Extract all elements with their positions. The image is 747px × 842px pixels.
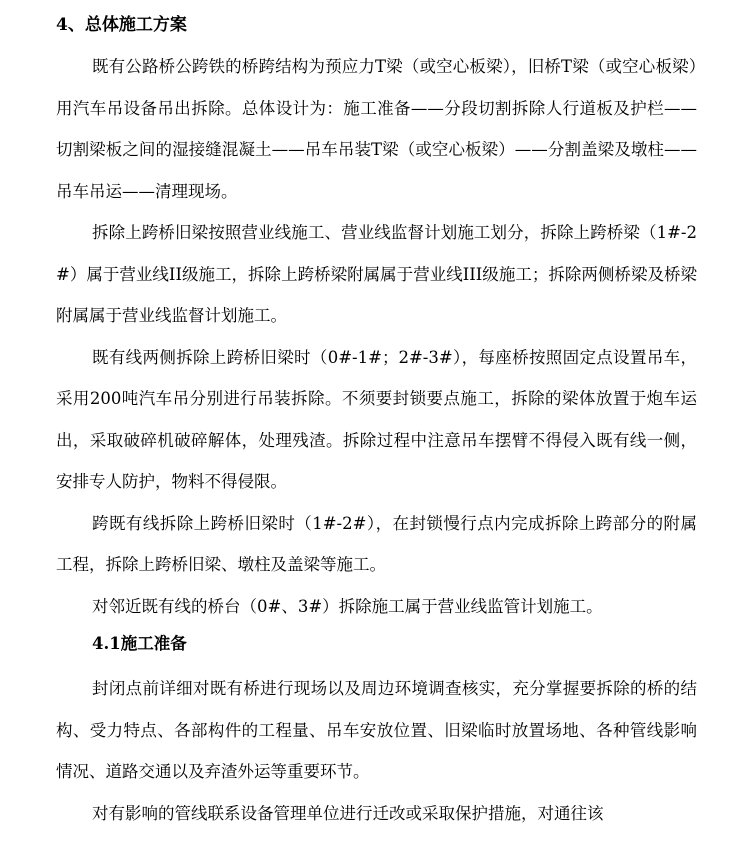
section-heading: 4、总体施工方案 xyxy=(56,15,187,35)
section-paragraph-1: 既有公路桥公跨铁的桥跨结构为预应力T梁（或空心板梁），旧桥T梁（或空心板梁）用汽车吊设备吊出拆除。总体设计为：施工准备——分段切割拆除人行道板及护栏——切割梁板之间的湿接缝混凝土——吊车吊装T梁（或空心板梁）——分割盖梁及墩柱——吊车吊运——清理现场。 xyxy=(56,57,697,201)
subsection-paragraph-1: 封闭点前详细对既有桥进行现场以及周边环境调查核实，充分掌握要拆除的桥的结构、受力特点、各部构件的工程量、吊车安放位置、旧梁临时放置场地、各种管线影响情况、道路交通以及弃渣外运等重要环节。 xyxy=(56,679,697,781)
section-paragraph-2: 拆除上跨桥旧梁按照营业线施工、营业线监督计划施工划分，拆除上跨桥梁（1#-2#）属于营业线II级施工，拆除上跨桥梁附属属于营业线III级施工；拆除两侧桥梁及桥梁附属属于营业线监督计划施工。 xyxy=(56,223,697,325)
spacer xyxy=(56,661,697,668)
subsection-paragraph-2: 对有影响的管线联系设备管理单位进行迁改或采取保护措施，对通往该 xyxy=(92,803,604,823)
subsection-heading: 4.1施工准备 xyxy=(92,634,187,653)
section-paragraph-5: 对邻近既有线的桥台（0#、3#）拆除施工属于营业线监管计划施工。 xyxy=(92,596,603,616)
section-paragraph-4: 跨既有线拆除上跨桥旧梁时（1#-2#），在封锁慢行点内完成拆除上跨部分的附属工程，拆除上跨桥旧梁、墩柱及盖梁等施工。 xyxy=(56,513,697,574)
section-paragraph-3: 既有线两侧拆除上跨桥旧梁时（0#-1#；2#-3#），每座桥按照固定点设置吊车，采用200吨汽车吊分别进行吊装拆除。不须要封锁要点施工，拆除的梁体放置于炮车运出，采取破碎机破碎解体，处理残渣。拆除过程中注意吊车摆臂不得侵入既有线一侧，安排专人防护，物料不得侵限。 xyxy=(56,347,697,491)
